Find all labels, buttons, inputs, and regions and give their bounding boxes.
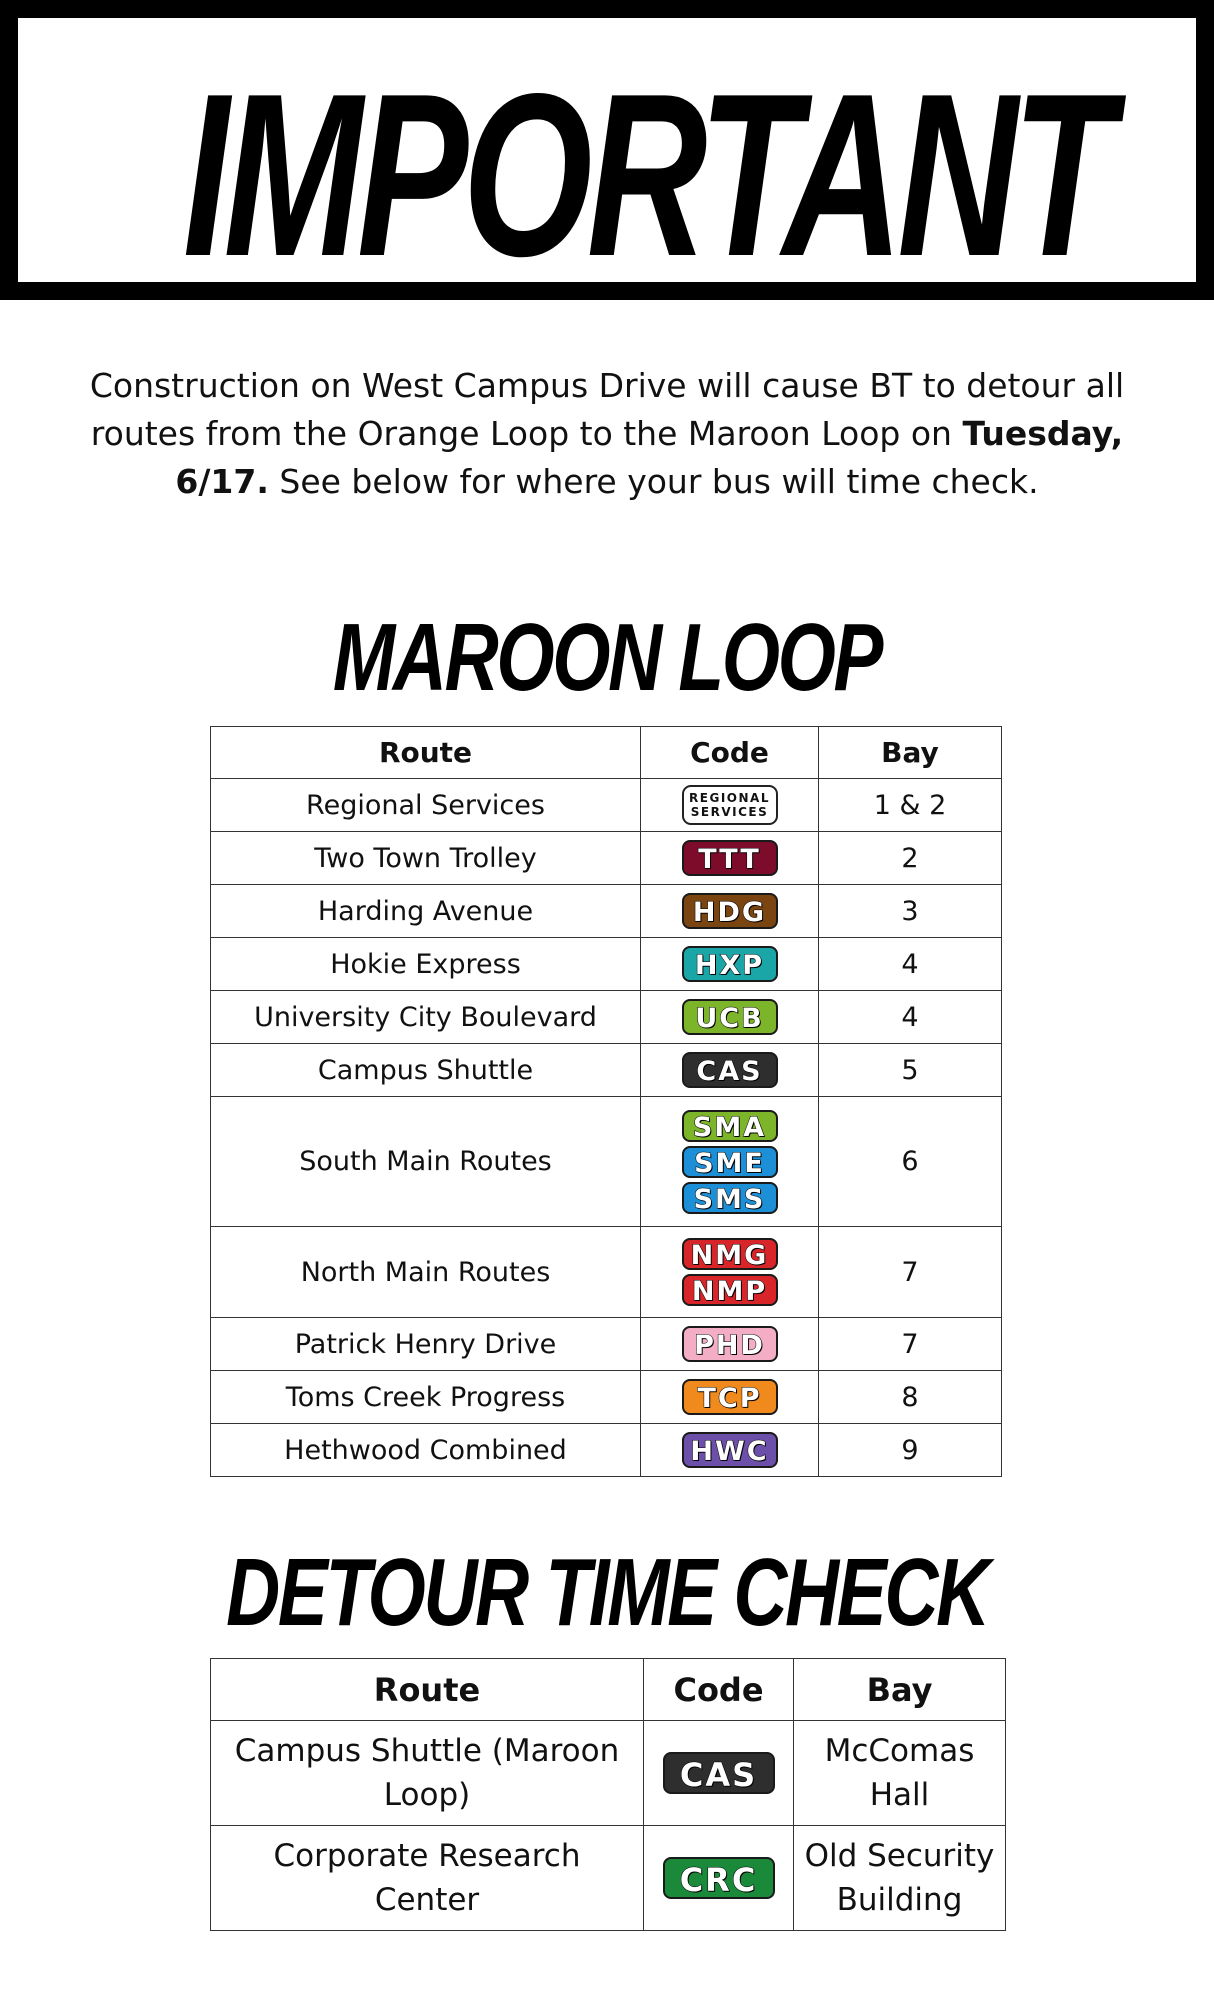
route-name-cell: South Main Routes bbox=[211, 1097, 641, 1227]
notice-text bbox=[60, 362, 1154, 506]
detour-time-check-title: DETOUR TIME CHECK bbox=[226, 1539, 988, 1646]
route-name-cell: Campus Shuttle (Maroon Loop) bbox=[211, 1721, 644, 1826]
route-code-badges bbox=[641, 1432, 818, 1468]
notice-text-start: Construction on West Campus Drive will cause BT to detour all routes from the Orange Loop to the Maroon Loop on bbox=[89, 366, 1125, 453]
bay-cell: 4 bbox=[819, 938, 1002, 991]
route-code-badge: SME bbox=[682, 1146, 778, 1178]
route-code-cell bbox=[641, 1371, 819, 1424]
bay-cell: 7 bbox=[819, 1318, 1002, 1371]
table-row bbox=[211, 1044, 1002, 1097]
table-row bbox=[211, 1424, 1002, 1477]
table-row bbox=[211, 1826, 1006, 1931]
maroon-table-body bbox=[211, 779, 1002, 1477]
route-name-cell: Toms Creek Progress bbox=[211, 1371, 641, 1424]
bay-cell: 8 bbox=[819, 1371, 1002, 1424]
route-column-header: Route bbox=[211, 727, 641, 779]
route-code-badge: CAS bbox=[663, 1752, 775, 1794]
route-code-badge: NMG bbox=[682, 1238, 778, 1270]
regional-services-badge-line2: SERVICES bbox=[690, 805, 769, 819]
route-code-cell bbox=[641, 1097, 819, 1227]
maroon-loop-table bbox=[210, 726, 1002, 1477]
route-column-header: Route bbox=[211, 1659, 644, 1721]
route-code-badges bbox=[641, 1326, 818, 1362]
route-code-badges bbox=[644, 1857, 793, 1899]
route-name-cell: Campus Shuttle bbox=[211, 1044, 641, 1097]
route-code-badge: HDG bbox=[682, 893, 778, 929]
route-code-badge: NMP bbox=[682, 1274, 778, 1306]
table-row bbox=[211, 885, 1002, 938]
route-code-cell bbox=[644, 1826, 794, 1931]
bay-cell: 7 bbox=[819, 1227, 1002, 1318]
route-code-badges bbox=[641, 999, 818, 1035]
route-code-cell bbox=[641, 1318, 819, 1371]
bay-cell: 1 & 2 bbox=[819, 779, 1002, 832]
route-code-badge: PHD bbox=[682, 1326, 778, 1362]
route-code-badge: SMA bbox=[682, 1110, 778, 1142]
regional-services-badge bbox=[682, 785, 778, 825]
table-row bbox=[211, 1318, 1002, 1371]
route-code-cell bbox=[641, 1044, 819, 1097]
bay-column-header: Bay bbox=[794, 1659, 1006, 1721]
table-row bbox=[211, 991, 1002, 1044]
bay-cell: 6 bbox=[819, 1097, 1002, 1227]
detour-table-body bbox=[211, 1721, 1006, 1931]
route-code-cell bbox=[644, 1721, 794, 1826]
table-row bbox=[211, 1227, 1002, 1318]
route-name-cell: Patrick Henry Drive bbox=[211, 1318, 641, 1371]
table-row bbox=[211, 832, 1002, 885]
route-code-badges bbox=[641, 946, 818, 982]
route-code-badge: CRC bbox=[663, 1857, 775, 1899]
route-name-cell: University City Boulevard bbox=[211, 991, 641, 1044]
regional-services-badge-line1: REGIONAL bbox=[689, 791, 770, 805]
route-code-badges bbox=[641, 893, 818, 929]
route-code-badges bbox=[641, 1052, 818, 1088]
route-code-cell bbox=[641, 1424, 819, 1477]
route-code-badges bbox=[644, 1752, 793, 1794]
table-row bbox=[211, 938, 1002, 991]
route-code-badges bbox=[641, 1379, 818, 1415]
route-code-cell bbox=[641, 991, 819, 1044]
route-code-badges bbox=[641, 1238, 818, 1306]
bay-cell: 4 bbox=[819, 991, 1002, 1044]
code-column-header: Code bbox=[641, 727, 819, 779]
route-code-badge: TCP bbox=[682, 1379, 778, 1415]
table-row bbox=[211, 779, 1002, 832]
route-name-cell: Hethwood Combined bbox=[211, 1424, 641, 1477]
route-name-cell: Corporate Research Center bbox=[211, 1826, 644, 1931]
route-code-badges bbox=[641, 840, 818, 876]
important-banner bbox=[0, 0, 1214, 305]
route-code-badge: HXP bbox=[682, 946, 778, 982]
route-code-badge: UCB bbox=[682, 999, 778, 1035]
route-code-cell bbox=[641, 779, 819, 832]
table-header-row bbox=[211, 1659, 1006, 1721]
table-row bbox=[211, 1371, 1002, 1424]
bay-cell: Old Security Building bbox=[794, 1826, 1006, 1931]
route-code-cell bbox=[641, 832, 819, 885]
bay-cell: 9 bbox=[819, 1424, 1002, 1477]
bay-cell: 3 bbox=[819, 885, 1002, 938]
maroon-loop-title: MAROON LOOP bbox=[332, 604, 882, 711]
route-name-cell: Two Town Trolley bbox=[211, 832, 641, 885]
route-code-cell bbox=[641, 1227, 819, 1318]
route-name-cell: Hokie Express bbox=[211, 938, 641, 991]
bay-cell: McComas Hall bbox=[794, 1721, 1006, 1826]
route-code-cell bbox=[641, 885, 819, 938]
route-name-cell: Harding Avenue bbox=[211, 885, 641, 938]
bay-cell: 5 bbox=[819, 1044, 1002, 1097]
table-row bbox=[211, 1097, 1002, 1227]
bay-cell: 2 bbox=[819, 832, 1002, 885]
notice-text-end: See below for where your bus will time check. bbox=[268, 462, 1039, 501]
route-name-cell: Regional Services bbox=[211, 779, 641, 832]
detour-time-check-table bbox=[210, 1658, 1006, 1931]
code-column-header: Code bbox=[644, 1659, 794, 1721]
table-header-row bbox=[211, 727, 1002, 779]
route-code-badge: TTT bbox=[682, 840, 778, 876]
route-code-badge: CAS bbox=[682, 1052, 778, 1088]
route-code-cell bbox=[641, 938, 819, 991]
table-row bbox=[211, 1721, 1006, 1826]
banner-title: IMPORTANT bbox=[182, 46, 1109, 305]
bay-column-header: Bay bbox=[819, 727, 1002, 779]
route-code-badges bbox=[641, 785, 818, 825]
route-code-badges bbox=[641, 1110, 818, 1214]
route-code-badge: HWC bbox=[682, 1432, 778, 1468]
route-name-cell: North Main Routes bbox=[211, 1227, 641, 1318]
route-code-badge: SMS bbox=[682, 1182, 778, 1214]
notice-date: Tuesday, 6/17. bbox=[175, 414, 1124, 501]
